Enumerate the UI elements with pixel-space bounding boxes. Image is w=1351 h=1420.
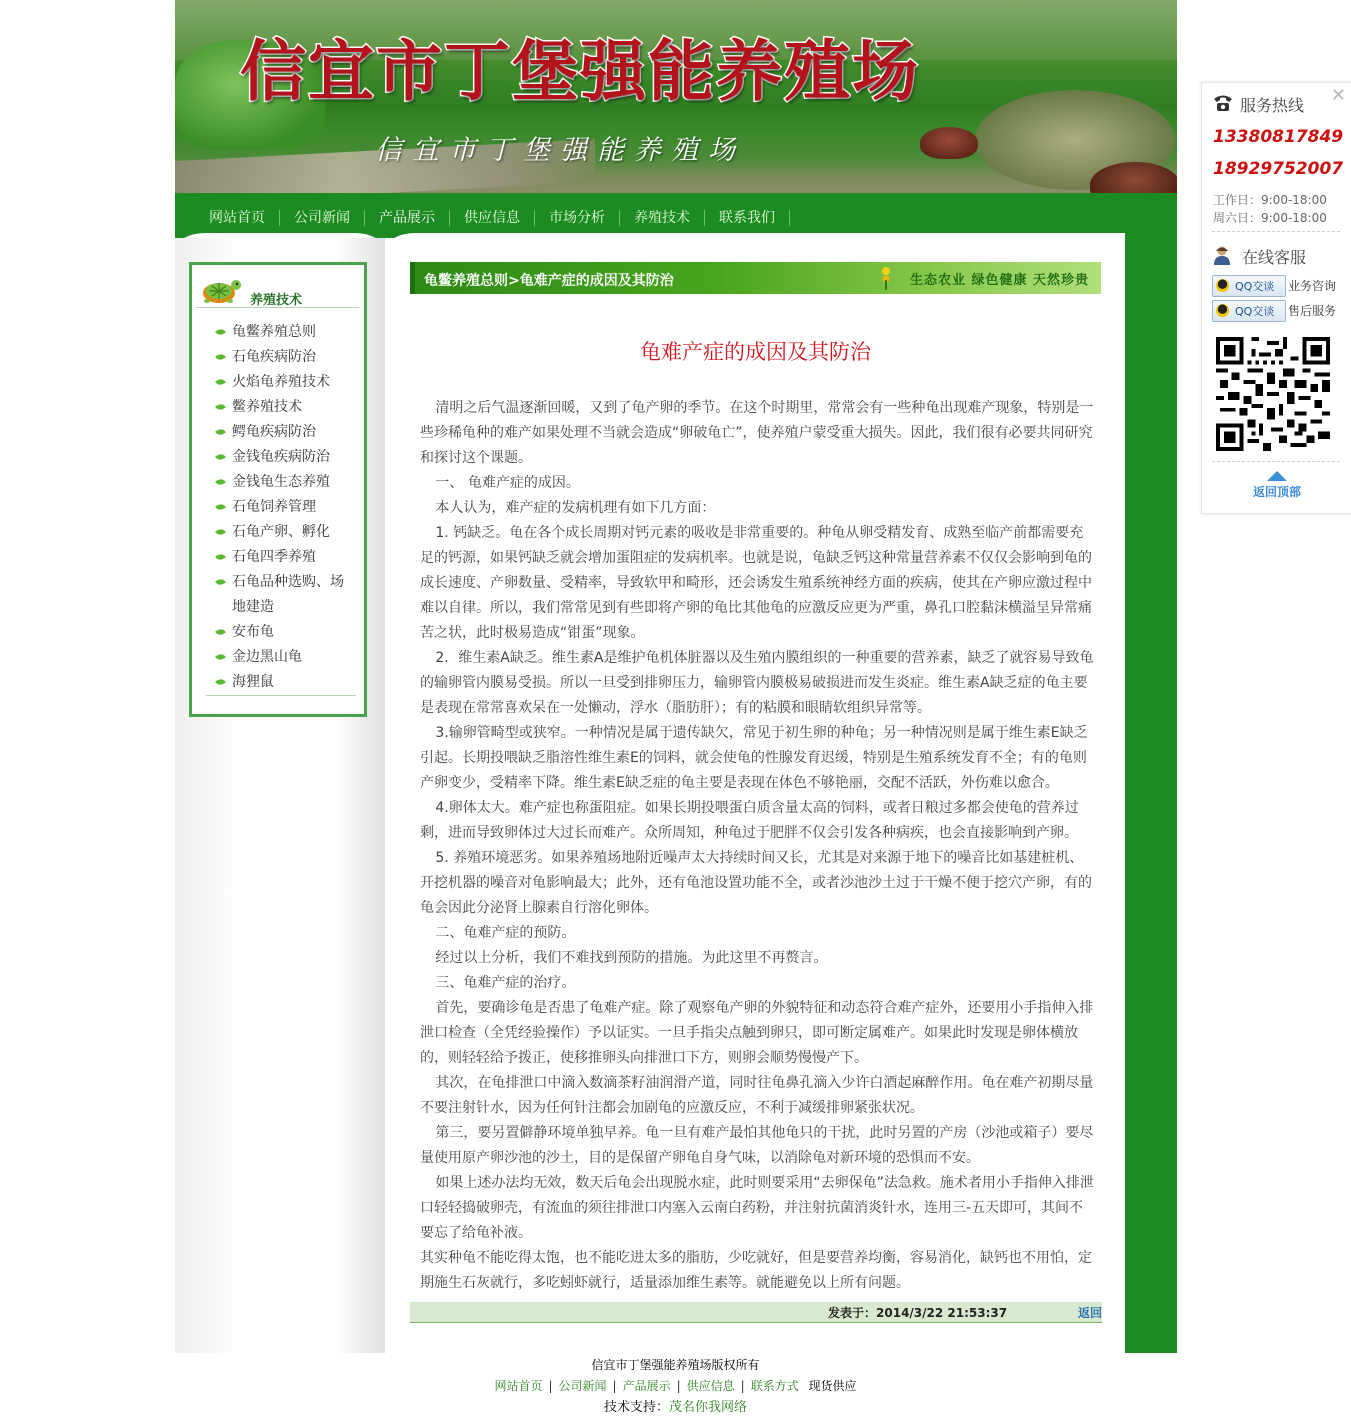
article-body — [420, 396, 1094, 1296]
qr-code — [1216, 337, 1330, 451]
article-paragraph: 5. 养殖环境恶劣。如果养殖场地附近噪声太大持续时间又长，尤其是对来源于地下的噪音比如基建桩机、开挖机器的噪音对龟影响最大；此外，还有龟池设置功能不全，或者沙池沙土过于干燥不便于挖穴产卵，有的龟会因此分泌肾上腺素自行溶化卵体。 — [420, 850, 1092, 916]
sidebar-item-label: 石龟饲养管理 — [232, 499, 316, 515]
footer-link-contact[interactable]: 联系方式 — [750, 1379, 799, 1393]
sidebar-item[interactable] — [210, 670, 350, 695]
panel-divider — [1212, 461, 1340, 462]
leaf-icon — [215, 677, 226, 687]
arrow-up-icon — [1267, 471, 1287, 481]
sidebar-item-label: 鳖养殖技术 — [232, 399, 302, 415]
nav-item-contact[interactable]: 联系我们 — [705, 210, 790, 226]
sidebar-item[interactable] — [210, 370, 350, 395]
sidebar-item-label: 金钱龟疾病防治 — [232, 449, 330, 465]
article-paragraph: 首先，要确诊龟是否患了龟难产症。除了观察龟产卵的外貌特征和动态符合难产症外，还要用小手指伸入排泄口检查（全凭经验操作）予以证实。一旦手指尖点触到卵只，即可断定属难产。如果此时发现是卵体横放的，则轻轻给予拨正，使移推卵头向排泄口下方，则卵会顺势慢慢产下。 — [420, 1000, 1094, 1066]
weekend-hours: 周六日：9:00-18:00 — [1213, 211, 1327, 225]
leaf-icon — [215, 527, 226, 537]
sidebar-item[interactable] — [210, 520, 350, 545]
site-banner — [175, 0, 1177, 193]
article-paragraph: 其次，在龟排泄口中滴入数滴茶籽油润滑产道，同时往龟鼻孔滴入少许白酒起麻醉作用。龟在难产初期尽量不要注射针水，因为任何针注都会加剧龟的应激反应，不利于减缓排卵紧张状况。 — [420, 1075, 1094, 1116]
leaf-icon — [215, 402, 226, 412]
left-column — [175, 238, 385, 1353]
qq-penguin-icon — [1216, 304, 1229, 317]
customer-service-icon — [1213, 245, 1231, 265]
leaf-icon — [215, 627, 226, 637]
sidebar-item-label: 石龟四季养殖 — [232, 549, 316, 565]
sidebar-item-label: 火焰龟养殖技术 — [232, 374, 330, 390]
hotline-title: 服务热线 — [1240, 96, 1305, 115]
footer-extra[interactable]: 现货供应 — [808, 1379, 857, 1393]
leaf-icon — [215, 452, 226, 462]
sidebar-item-label: 金钱龟生态养殖 — [232, 474, 330, 490]
article-paragraph: 2．维生素A缺乏。维生素A是维护龟机体脏器以及生殖内膜组织的一种重要的营养素，缺乏了就容易导致龟的输卵管内膜易受损。所以一旦受到排卵压力，输卵管内膜极易破损进而发生炎症。维生素A缺乏症的龟主要是表现在常常喜欢呆在一处懒动，浮水（脂肪肝）；有的粘膜和眼睛软组织异常等。 — [420, 650, 1094, 716]
sidebar-item-label: 海狸鼠 — [232, 674, 274, 690]
footer-tech-link[interactable]: 茂名你我网络 — [669, 1400, 748, 1415]
footer-tech — [0, 1397, 1351, 1418]
footer-link-supply[interactable]: 供应信息 — [686, 1379, 735, 1393]
footer-links — [0, 1376, 1351, 1397]
sidebar-item-label: 安布龟 — [232, 624, 274, 640]
sidebar-item[interactable] — [210, 645, 350, 670]
sidebar-item[interactable] — [210, 345, 350, 370]
nav-item-news[interactable]: 公司新闻 — [280, 210, 365, 226]
sidebar-item[interactable] — [210, 420, 350, 445]
article-paragraph: 4.卵体太大。难产症也称蛋阻症。如果长期投喂蛋白质含量太高的饲料，或者日粮过多都会使龟的营养过剩，进而导致卵体过大过长而难产。众所周知，种龟过于肥胖不仅会引发各种病疾，也会直接影响到产卵。 — [420, 800, 1079, 841]
nav-item-products[interactable]: 产品展示 — [365, 210, 450, 226]
breadcrumb — [410, 262, 1101, 294]
sidebar-item[interactable] — [210, 320, 350, 345]
sidebar-item-label: 鳄龟疾病防治 — [232, 424, 316, 440]
footer-separator: | — [548, 1379, 553, 1393]
footer-tech-label: 技术支持： — [603, 1400, 669, 1415]
leaf-icon — [215, 427, 226, 437]
sidebar-item[interactable] — [210, 445, 350, 470]
breadcrumb-marker — [410, 262, 415, 294]
footer-separator: | — [676, 1379, 681, 1393]
footer-separator: | — [612, 1379, 617, 1393]
sidebar-item[interactable] — [210, 570, 350, 620]
sidebar-box — [189, 262, 367, 717]
post-date-label: 发表于： — [828, 1306, 877, 1320]
work-hours: 工作日：9:00-18:00 — [1213, 193, 1327, 207]
sidebar-header — [196, 269, 359, 308]
post-date-value: 2014/3/22 21:53:37 — [876, 1306, 1008, 1320]
footer-link-products[interactable]: 产品展示 — [622, 1379, 671, 1393]
breadcrumb-text[interactable]: 龟鳖养殖总则>龟难产症的成因及其防治 — [424, 273, 674, 289]
nav-item-supply[interactable]: 供应信息 — [450, 210, 535, 226]
leaf-icon — [215, 552, 226, 562]
sidebar-item[interactable] — [210, 620, 350, 645]
close-icon[interactable]: ✕ — [1330, 85, 1346, 106]
qq-service-label: 业务咨询 — [1288, 279, 1337, 293]
post-date — [828, 1304, 1007, 1321]
panel-divider — [1212, 231, 1340, 232]
sidebar-item-label: 龟鳖养殖总则 — [232, 324, 316, 340]
sidebar-item-label: 石龟疾病防治 — [232, 349, 316, 365]
sidebar-item-label: 金边黑山龟 — [232, 649, 302, 665]
banner-turtle-icon — [920, 127, 978, 159]
online-service-title: 在线客服 — [1242, 248, 1307, 267]
back-to-top-label: 返回顶部 — [1252, 485, 1301, 499]
leaf-icon — [215, 652, 226, 662]
banner-title: 信宜市丁堡强能养殖场 — [240, 33, 920, 110]
article-paragraph: 一、 龟难产症的成因。 — [435, 475, 580, 491]
sidebar-item[interactable] — [210, 395, 350, 420]
right-green-bar — [1125, 238, 1177, 1353]
sidebar-divider — [206, 695, 356, 696]
flower-icon — [879, 266, 893, 290]
phone-icon — [1212, 93, 1234, 113]
qq-service-label: 售后服务 — [1288, 304, 1337, 318]
qq-chat-button[interactable] — [1212, 275, 1286, 297]
footer-link-news[interactable]: 公司新闻 — [558, 1379, 607, 1393]
service-panel — [1201, 82, 1351, 514]
sidebar-item[interactable] — [210, 545, 350, 570]
leaf-icon — [215, 327, 226, 337]
article-paragraph: 本人认为，难产症的发病机理有如下几方面： — [435, 500, 716, 516]
sidebar-item-label: 石龟品种选购、场地建造 — [232, 574, 344, 615]
nav-item-home[interactable]: 网站首页 — [195, 210, 280, 226]
post-info-bar — [410, 1302, 1102, 1323]
main-column — [385, 238, 1125, 1353]
article-paragraph: 1. 钙缺乏。龟在各个成长周期对钙元素的吸收是非常重要的。种龟从卵受精发育、成熟至临产前都需要充足的钙源，如果钙缺乏就会增加蛋阻症的发病机率。也就是说，龟缺乏钙这种常量营养素不仅仅会影响到龟的成长速度、产卵数量、受精率，导致软甲和畸形，还会诱发生殖系统神经方面的疾病，使其在产卵应激过程中难以自律。所以，我们常常见到有些即将产卵的龟比其他龟的应激反应更为严重，鼻孔口腔黏沫横溢呈异常痛苦之状，此时极易造成“钳蛋”现象。 — [420, 525, 1092, 641]
nav-item-technique[interactable]: 养殖技术 — [620, 210, 705, 226]
back-link[interactable]: 返回 — [1077, 1306, 1102, 1320]
article-paragraph: 第三，要另置僻静环境单独早养。龟一旦有难产最怕其他龟只的干扰，此时另置的产房（沙池或箱子）要尽量使用原产卵沙池的沙土，目的是保留产卵龟自身气味，以消除龟对新环境的恐惧而不安。 — [420, 1125, 1094, 1166]
article-paragraph: 三、龟难产症的治疗。 — [435, 975, 576, 991]
turtle-icon — [199, 273, 241, 305]
leaf-icon — [215, 502, 226, 512]
leaf-icon — [215, 377, 226, 387]
back-to-top-button[interactable] — [1202, 471, 1351, 500]
sidebar-item[interactable] — [210, 470, 350, 495]
article-paragraph: 二、龟难产症的预防。 — [435, 925, 576, 941]
leaf-icon — [215, 477, 226, 487]
content-area — [175, 238, 1177, 1353]
article-paragraph: 其实种龟不能吃得太饱，也不能吃进太多的脂肪，少吃就好，但是要营养均衡，容易消化，缺钙也不用怕，定期施生石灰就行，多吃蚓虾就行，适量添加维生素等。就能避免以上所有问题。 — [420, 1250, 1092, 1291]
sidebar-title: 养殖技术 — [250, 293, 303, 308]
leaf-icon — [215, 577, 226, 587]
article-paragraph: 如果上述办法均无效，数天后龟会出现脱水症，此时则要采用“去卵保龟”法急救。施术者用小手指伸入排泄口轻轻捣破卵壳，有流血的须往排泄口内塞入云南白药粉，并注射抗菌消炎针水，连用三-五天即可，其间不要忘了给龟补液。 — [420, 1175, 1094, 1241]
qq-button-label: QQ交谈 — [1235, 305, 1275, 318]
site-footer — [0, 1355, 1351, 1418]
hotline-phone: 18929752007 — [1213, 159, 1344, 179]
leaf-icon — [215, 352, 226, 362]
qq-penguin-icon — [1216, 279, 1229, 292]
footer-separator: | — [740, 1379, 745, 1393]
hotline-phone: 13380817849 — [1213, 127, 1344, 147]
article-paragraph: 清明之后气温逐渐回暖，又到了龟产卵的季节。在这个时期里，常常会有一些种龟出现难产现象，特别是一些珍稀龟种的难产如果处理不当就会造成“卵破龟亡”，使养殖户蒙受重大损失。因此，我们很有必要共同研究和探讨这个课题。 — [420, 400, 1094, 466]
article-paragraph: 3.输卵管畸型或狭窄。一种情况是属于遗传缺欠，常见于初生卵的种龟；另一种情况则是属于维生素E缺乏引起。长期投喂缺乏脂溶性维生素E的饲料，就会使龟的性腺发育迟缓，特别是生殖系统发育不全；有的龟则产卵变少，受精率下降。维生素E缺乏症的龟主要是表现在体色不够艳丽，交配不活跃，外伤难以愈合。 — [420, 725, 1088, 791]
article-paragraph: 经过以上分析，我们不难找到预防的措施。为此这里不再赘言。 — [435, 950, 828, 966]
nav-item-market[interactable]: 市场分析 — [535, 210, 620, 226]
sidebar-item-label: 石龟产卵、孵化 — [232, 524, 330, 540]
qq-button-label: QQ交谈 — [1235, 280, 1275, 293]
footer-copyright: 信宜市丁堡强能养殖场版权所有 — [591, 1358, 760, 1372]
banner-subtitle: 信宜市丁堡强能养殖场 — [375, 135, 745, 166]
qq-chat-button[interactable] — [1212, 300, 1286, 322]
sidebar-item[interactable] — [210, 495, 350, 520]
footer-link-home[interactable]: 网站首页 — [494, 1379, 543, 1393]
breadcrumb-slogan: 生态农业 绿色健康 天然珍贵 — [909, 273, 1089, 288]
article-title: 龟难产症的成因及其防治 — [640, 340, 871, 364]
